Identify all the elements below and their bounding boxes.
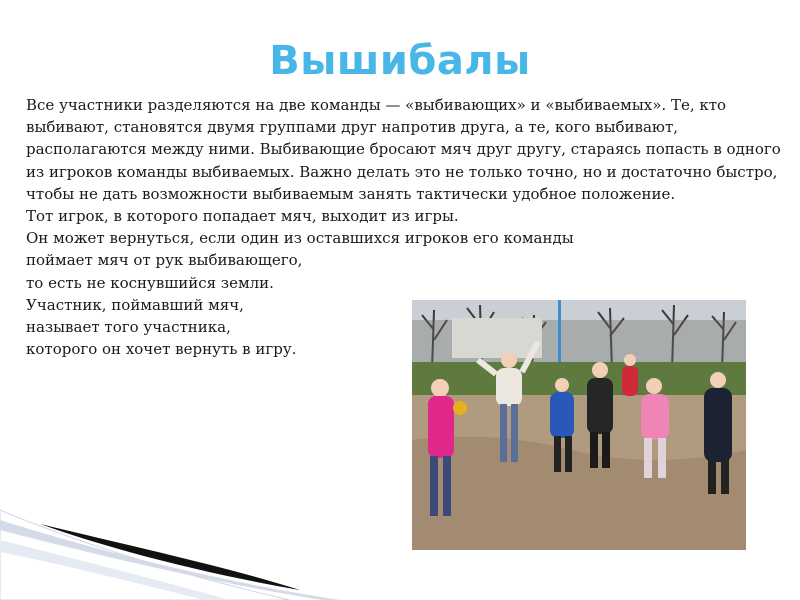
ball	[453, 401, 467, 415]
text-line: называет того участника,	[26, 318, 231, 337]
text-line: Он может вернуться, если один из оставшихся игроков его команды	[26, 229, 574, 248]
paragraph-rules: Все участники разделяются на две команды — «выбивающих» и «выбиваемых». Те, кто выбивают, становятся двумя группами друг напротив друга, а те, кого выбивают, располагаются между ними. Выбивающие бросают мяч друг другу, стараясь попасть в одного из игроков команды выбиваемых. Важно делать это не только точно, но и достаточно быстро, чтобы не дать возможности выбиваемым занять тактически удобное положение.	[26, 96, 781, 203]
text-line: которого он хочет вернуть в игру.	[26, 340, 297, 359]
children-playing-photo	[412, 300, 746, 550]
text-line: то есть не коснувшийся земли.	[26, 273, 274, 292]
child-figure	[622, 354, 638, 396]
photo-illustration	[412, 300, 746, 550]
text-line: поймает мяч от рук выбивающего,	[26, 251, 303, 270]
paragraph-out: Тот игрок, в которого попадает мяч, выходит из игры.	[26, 207, 459, 226]
slide-title: Вышибалы	[269, 38, 531, 84]
text-line: Участник, поймавший мяч,	[26, 295, 244, 314]
building	[452, 318, 542, 358]
